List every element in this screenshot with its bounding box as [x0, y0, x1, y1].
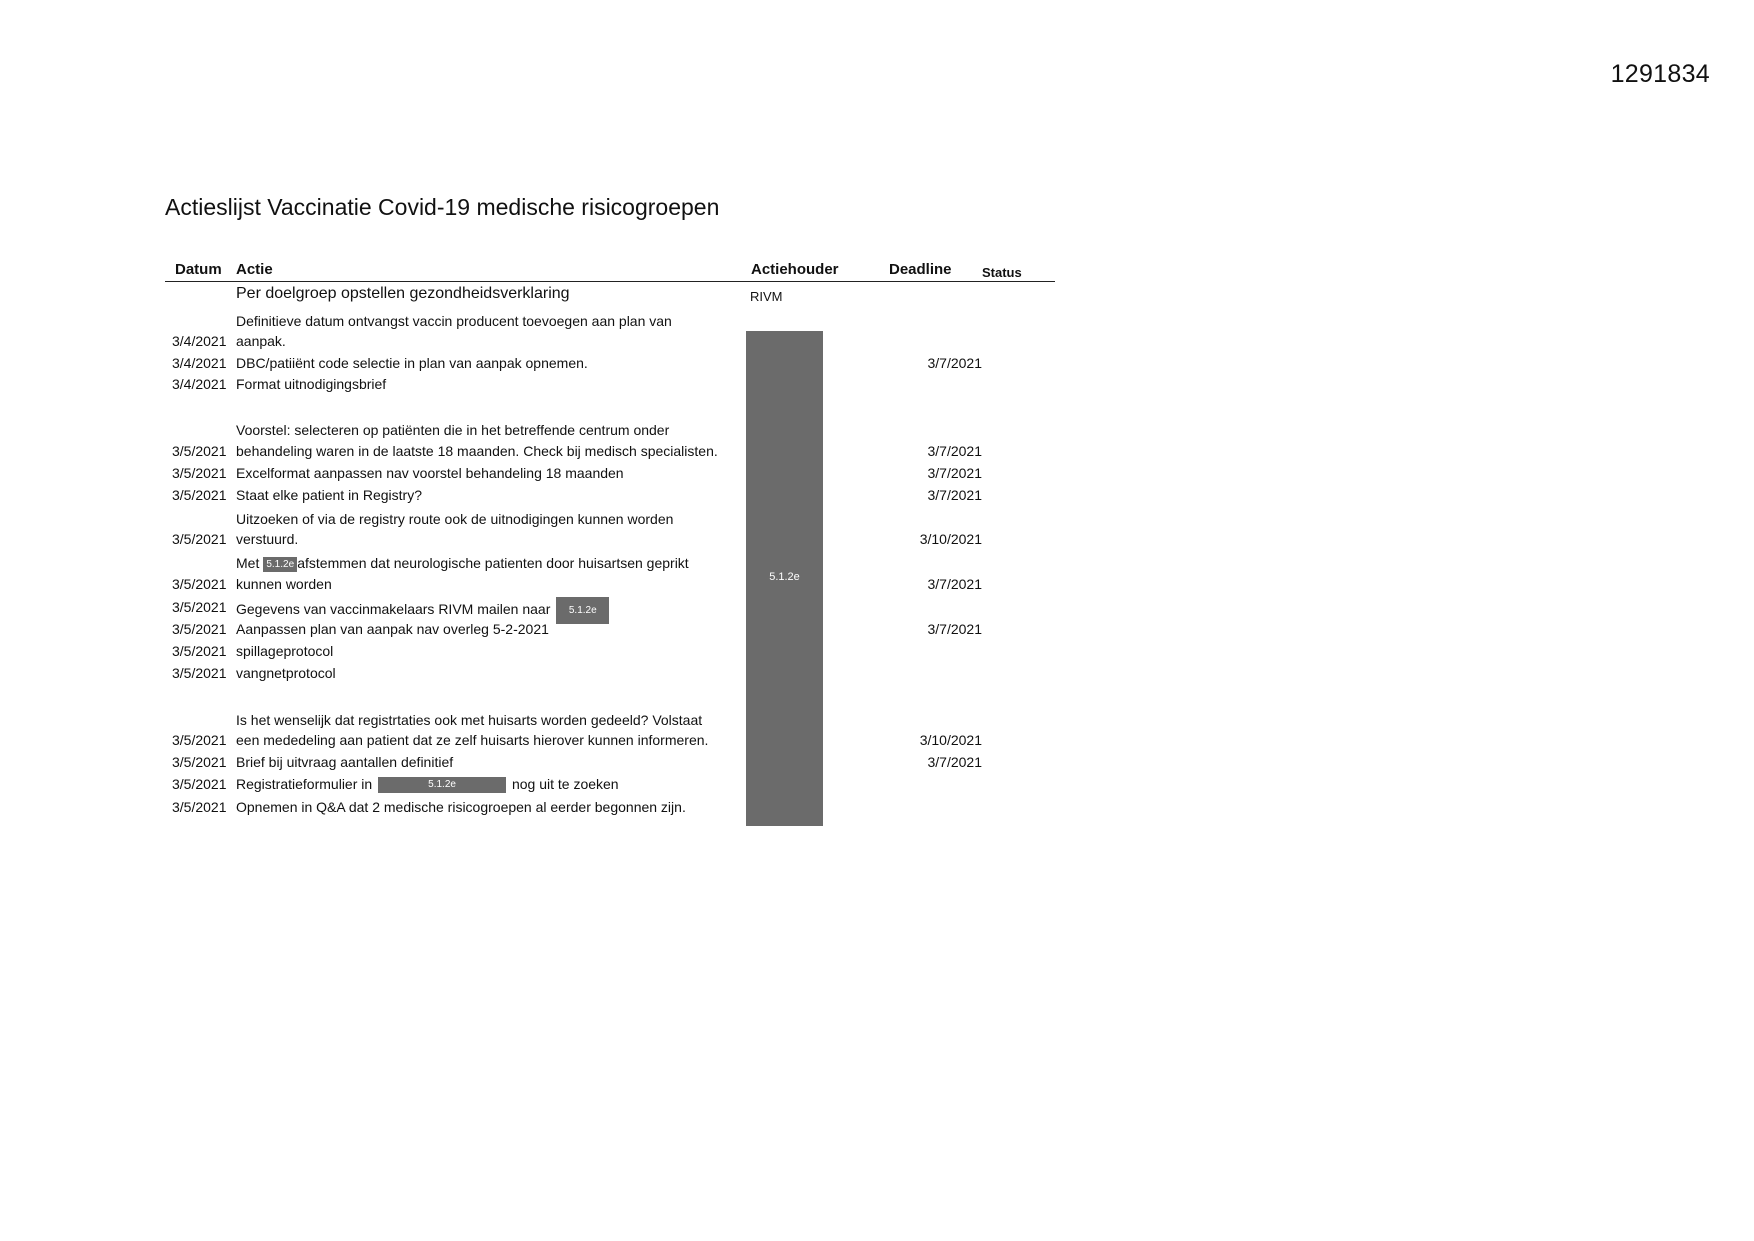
row-date: 3/5/2021	[172, 621, 227, 637]
inline-redaction: 5.1.2e	[378, 777, 506, 793]
page-title: Actieslijst Vaccinatie Covid-19 medische risicogroepen	[165, 194, 720, 220]
row-actie: Format uitnodigingsbrief	[236, 376, 387, 392]
row-actie-line2: kunnen worden	[236, 576, 332, 592]
row-actie: Opnemen in Q&A dat 2 medische risicogroepen al eerder begonnen zijn.	[236, 799, 686, 815]
row-actie-line2: behandeling waren in de laatste 18 maanden. Check bij medisch specialisten.	[236, 443, 718, 459]
row-actie-line2: aanpak.	[236, 333, 286, 349]
row-actie-line2: verstuurd.	[236, 531, 299, 547]
row-date: 3/4/2021	[172, 333, 227, 349]
header-rule	[165, 281, 1055, 282]
row-date: 3/5/2021	[172, 465, 227, 481]
row-date: 3/5/2021	[172, 531, 227, 547]
redacted-owner-block	[746, 331, 823, 826]
row-date: 3/5/2021	[172, 732, 227, 748]
row-actie-line1: Definitieve datum ontvangst vaccin producent toevoegen aan plan van	[236, 313, 672, 329]
row-actie-line2: een mededeling aan patient dat ze zelf huisarts hierover kunnen informeren.	[236, 732, 709, 748]
row-deadline: 3/7/2021	[927, 487, 982, 503]
inline-redaction: 5.1.2e	[556, 597, 609, 624]
row-date: 3/4/2021	[172, 376, 227, 392]
row-actie-text-pre: Registratieformulier in	[236, 776, 373, 792]
first-row-actiehouder: RIVM	[750, 289, 783, 304]
row-deadline: 3/7/2021	[927, 355, 982, 371]
row-actie-text-post: afstemmen dat neurologische patienten door huisartsen geprikt	[297, 555, 689, 571]
row-date: 3/5/2021	[172, 776, 227, 792]
row-date: 3/4/2021	[172, 355, 227, 371]
row-date: 3/5/2021	[172, 576, 227, 592]
row-date: 3/5/2021	[172, 599, 227, 615]
row-actie: DBC/patiiënt code selectie in plan van aanpak opnemen.	[236, 355, 588, 371]
row-actie: Brief bij uitvraag aantallen definitief	[236, 754, 454, 770]
row-deadline: 3/7/2021	[927, 754, 982, 770]
row-deadline: 3/7/2021	[927, 443, 982, 459]
document-id: 1291834	[1610, 60, 1710, 88]
header-actie: Actie	[236, 261, 273, 278]
row-actie-line1: Uitzoeken of via de registry route ook de uitnodigingen kunnen worden	[236, 511, 674, 527]
row-date: 3/5/2021	[172, 665, 227, 681]
row-date: 3/5/2021	[172, 754, 227, 770]
header-status: Status	[982, 265, 1022, 280]
row-date: 3/5/2021	[172, 487, 227, 503]
row-actie-line1	[236, 553, 689, 573]
row-actie-text-pre: Met	[236, 555, 264, 571]
row-date: 3/5/2021	[172, 643, 227, 659]
row-deadline: 3/10/2021	[919, 531, 982, 547]
row-deadline: 3/7/2021	[927, 621, 982, 637]
redaction-code: 5.1.2e	[769, 571, 800, 583]
row-date: 3/5/2021	[172, 443, 227, 459]
row-deadline: 3/7/2021	[927, 576, 982, 592]
header-datum: Datum	[175, 261, 222, 278]
row-deadline: 3/10/2021	[919, 732, 982, 748]
row-actie-text-post: nog uit te zoeken	[511, 776, 619, 792]
row-actie-text-pre: Gegevens van vaccinmakelaars RIVM mailen naar	[236, 601, 551, 618]
header-actiehouder: Actiehouder	[751, 261, 839, 278]
row-actie: Staat elke patient in Registry?	[236, 487, 422, 503]
inline-redaction: 5.1.2e	[263, 557, 297, 572]
row-date: 3/5/2021	[172, 799, 227, 815]
row-actie-line1: Is het wenselijk dat registrtaties ook met huisarts worden gedeeld? Volstaat	[236, 712, 703, 728]
row-actie: Aanpassen plan van aanpak nav overleg 5-2-2021	[236, 621, 549, 637]
row-actie-line1: Voorstel: selecteren op patiënten die in het betreffende centrum onder	[236, 422, 670, 438]
row-actie	[236, 774, 619, 794]
row-actie: vangnetprotocol	[236, 665, 336, 681]
row-deadline: 3/7/2021	[927, 465, 982, 481]
header-deadline: Deadline	[889, 261, 952, 278]
row-actie: Excelformat aanpassen nav voorstel behandeling 18 maanden	[236, 465, 624, 481]
row-actie: spillageprotocol	[236, 643, 334, 659]
first-row-actie: Per doelgroep opstellen gezondheidsverklaring	[236, 285, 570, 302]
